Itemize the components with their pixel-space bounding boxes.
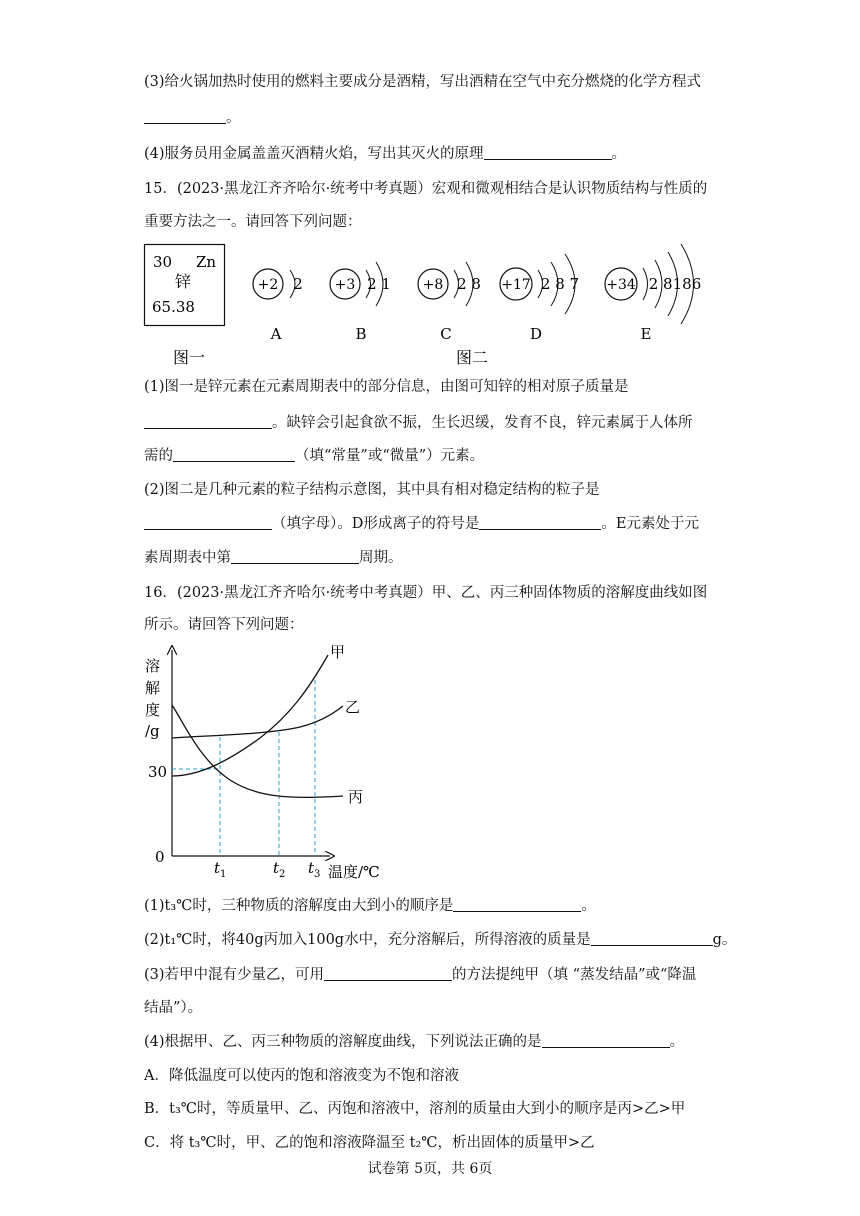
q16-option-b[interactable]: B．t₃℃时，等质量甲、乙、丙饱和溶液中，溶剂的质量由大到小的顺序是丙>乙>甲 (144, 1101, 686, 1117)
svg-text:3: 3 (314, 869, 321, 880)
x-axis-label: 温度/℃ (328, 863, 380, 880)
q14-part3-text: (3)给火锅加热时使用的燃料主要成分是酒精，写出酒精在空气中充分燃烧的化学方程式 (144, 74, 702, 90)
svg-text:+3: +3 (334, 277, 356, 293)
q16-stem-line1: 16．(2023·黑龙江齐齐哈尔·统考中考真题）甲、乙、丙三种固体物质的溶解度曲线如图 (144, 585, 708, 601)
answer-blank[interactable] (324, 966, 452, 981)
svg-text:Zn: Zn (196, 253, 217, 271)
answer-blank[interactable] (144, 109, 226, 124)
svg-text:C: C (440, 325, 452, 343)
svg-text:A: A (270, 325, 282, 343)
svg-text:t: t (273, 859, 280, 877)
q15-part1-line2: 。缺锌会引起食欲不振，生长迟缓，发育不良，锌元素属于人体所 (144, 413, 693, 433)
curve-jia (172, 655, 328, 776)
y-tick-30: 30 (148, 763, 168, 781)
svg-text:+17: +17 (501, 277, 531, 293)
x-ticks (214, 859, 320, 880)
svg-text:30: 30 (153, 253, 173, 271)
atom-d-diagram (500, 254, 579, 343)
svg-text:1: 1 (220, 869, 227, 880)
atom-c-diagram (418, 262, 481, 343)
svg-text:2: 2 (293, 275, 303, 293)
svg-text:2 8 7: 2 8 7 (540, 275, 580, 293)
zinc-element-card (145, 245, 225, 326)
q16-part1: (1)t₃℃时，三种物质的溶解度由大到小的顺序是 。 (144, 898, 596, 914)
curve-bing (172, 705, 343, 797)
q15-part2-line1: (2)图二是几种元素的粒子结构示意图，其中具有相对稳定结构的粒子是 (144, 482, 600, 498)
y-label-char: /g (145, 722, 160, 740)
y-label-char: 度 (145, 701, 161, 719)
svg-text:+34: +34 (606, 277, 636, 293)
figure2-caption: 图二 (456, 348, 489, 367)
q14-part4-text: (4)服务员用金属盖盖灭酒精火焰，写出其灭火的原理 。 (144, 146, 627, 162)
q16-part2: (2)t₁℃时，将40g丙加入100g水中，充分溶解后，所得溶液的质量是 g。 (144, 932, 737, 948)
q15-part2-line2: （填字母）。D形成离子的符号是 。E元素处于元 (144, 514, 699, 534)
answer-blank[interactable] (173, 447, 295, 462)
label-yi: 乙 (345, 698, 361, 716)
page-footer: 试卷第 5页，共 6页 (367, 1161, 493, 1177)
label-bing: 丙 (348, 788, 364, 806)
q16-part3-line2: 结晶”）。 (144, 1000, 203, 1016)
q15-part1-line3: 需的 （填“常量”或“微量”）元素。 (144, 448, 485, 464)
svg-text:+8: +8 (422, 277, 444, 293)
q16-option-c[interactable]: C．将 t₃℃时，甲、乙的饱和溶液降温至 t₂℃，析出固体的质量甲>乙 (144, 1135, 595, 1151)
y-label-char: 解 (145, 679, 161, 697)
label-jia: 甲 (330, 643, 346, 661)
atom-b-diagram (330, 262, 391, 343)
svg-text:B: B (355, 325, 367, 343)
answer-blank[interactable] (591, 931, 713, 946)
svg-text:+2: +2 (257, 277, 279, 293)
answer-blank[interactable] (144, 515, 272, 530)
q15-part1-line1: (1)图一是锌元素在元素周期表中的部分信息，由图可知锌的相对原子质量是 (144, 379, 629, 395)
svg-text:E: E (640, 325, 652, 343)
figure1-caption: 图一 (173, 348, 206, 367)
answer-blank[interactable] (479, 515, 601, 530)
q15-part2-line3: 素周期表中第 周期。 (144, 550, 403, 566)
svg-text:锌: 锌 (175, 272, 192, 291)
answer-blank[interactable] (144, 414, 272, 429)
q16-part3-line1: (3)若甲中混有少量乙，可用 的方法提纯甲（填 “蒸发结晶”或“降温 (144, 967, 697, 983)
answer-blank[interactable] (231, 549, 359, 564)
svg-text:t: t (214, 859, 221, 877)
svg-text:2 8186: 2 8186 (648, 275, 702, 293)
answer-blank[interactable] (453, 897, 581, 912)
q16-part4: (4)根据甲、乙、丙三种物质的溶解度曲线，下列说法正确的是 。 (144, 1034, 685, 1050)
svg-text:2 1: 2 1 (367, 275, 391, 293)
q15-stem-line2: 重要方法之一。请回答下列问题： (144, 214, 362, 230)
atom-e-diagram (605, 244, 701, 343)
atom-a-diagram (253, 269, 303, 343)
origin-label: 0 (155, 848, 165, 866)
solubility-curve-graph (140, 640, 380, 880)
answer-blank[interactable] (484, 145, 612, 160)
q15-stem-line1: 15．(2023·黑龙江齐齐哈尔·统考中考真题）宏观和微观相结合是认识物质结构与性质的 (144, 181, 708, 197)
q15-figures (0, 238, 860, 378)
curve-yi (172, 706, 343, 738)
svg-text:65.38: 65.38 (152, 298, 195, 316)
q16-option-a[interactable]: A．降低温度可以使丙的饱和溶液变为不饱和溶液 (144, 1068, 459, 1084)
answer-blank[interactable] (542, 1033, 670, 1048)
svg-text:D: D (529, 325, 543, 343)
svg-text:2 8: 2 8 (457, 275, 481, 293)
q16-stem-line2: 所示。请回答下列问题： (144, 617, 304, 633)
q14-part3-answer-line: 。 (144, 108, 241, 128)
y-label-char: 溶 (145, 657, 161, 675)
svg-text:2: 2 (279, 869, 286, 880)
svg-text:t: t (308, 859, 315, 877)
